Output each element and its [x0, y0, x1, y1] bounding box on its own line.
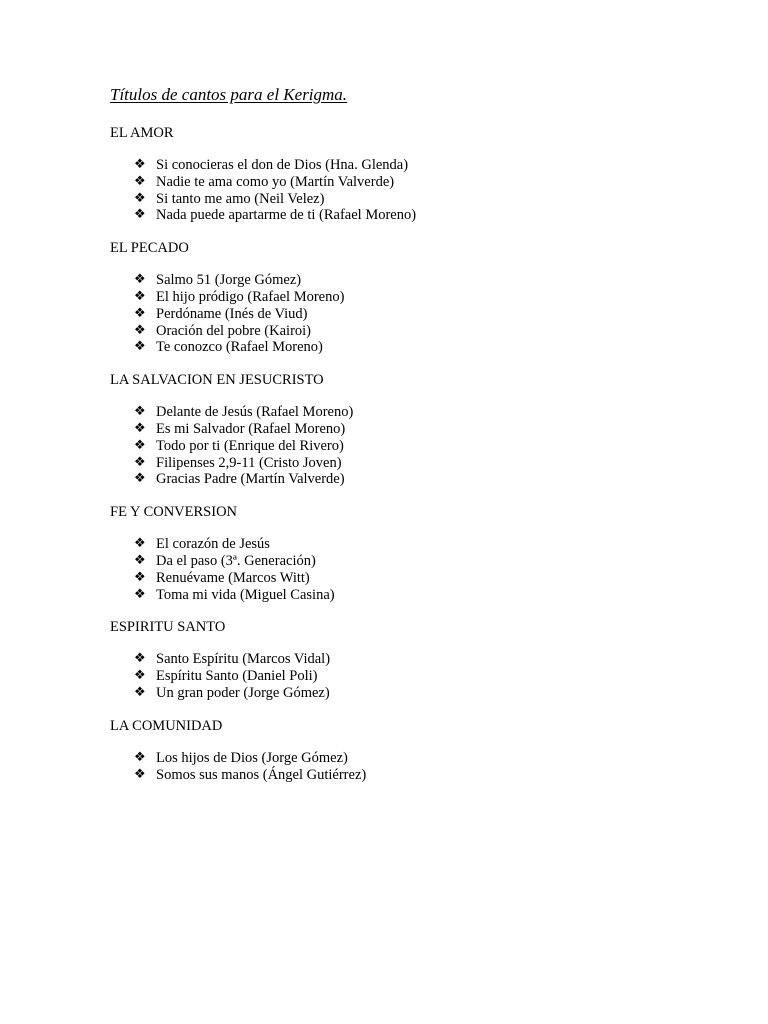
section-heading: LA COMUNIDAD	[110, 717, 223, 734]
song-list-item	[110, 767, 710, 784]
song-title: Perdóname (Inés de Viud)	[156, 305, 308, 322]
section-heading: EL PECADO	[110, 240, 189, 257]
four-diamond-bullet-icon: ❖	[134, 288, 146, 304]
song-title: Todo por ti (Enrique del Rivero)	[156, 437, 344, 454]
four-diamond-bullet-icon: ❖	[134, 471, 146, 487]
song-list-item	[110, 323, 710, 340]
song-list-item	[110, 272, 710, 289]
song-title: Da el paso (3ª. Generación)	[156, 552, 316, 569]
song-list-item	[110, 174, 710, 191]
song-title: Te conozco (Rafael Moreno)	[156, 339, 323, 356]
song-title: Delante de Jesús (Rafael Moreno)	[156, 404, 354, 421]
song-section	[110, 503, 710, 603]
song-section	[110, 371, 710, 488]
song-list-item	[110, 289, 710, 306]
song-list-item	[110, 207, 710, 224]
four-diamond-bullet-icon: ❖	[134, 404, 146, 420]
song-title: Toma mi vida (Miguel Casina)	[156, 586, 335, 603]
four-diamond-bullet-icon: ❖	[134, 454, 146, 470]
song-list-item	[110, 455, 710, 472]
song-title: El hijo pródigo (Rafael Moreno)	[156, 288, 345, 305]
song-list-item	[110, 421, 710, 438]
song-title: Somos sus manos (Ángel Gutiérrez)	[156, 766, 367, 783]
song-title: Los hijos de Dios (Jorge Gómez)	[156, 749, 348, 766]
four-diamond-bullet-icon: ❖	[134, 339, 146, 355]
song-section	[110, 239, 710, 356]
song-title: Espíritu Santo (Daniel Poli)	[156, 668, 318, 685]
four-diamond-bullet-icon: ❖	[134, 157, 146, 172]
four-diamond-bullet-icon: ❖	[134, 668, 146, 684]
section-heading: FE Y CONVERSION	[110, 504, 238, 521]
song-list	[110, 404, 710, 488]
four-diamond-bullet-icon: ❖	[134, 207, 146, 223]
four-diamond-bullet-icon: ❖	[134, 437, 146, 453]
song-sections	[110, 124, 710, 798]
song-list	[110, 272, 710, 356]
four-diamond-bullet-icon: ❖	[134, 305, 146, 321]
song-title: Salmo 51 (Jorge Gómez)	[156, 272, 302, 289]
song-title: Si tanto me amo (Neil Velez)	[156, 190, 325, 207]
song-list-item	[110, 685, 710, 702]
song-section	[110, 618, 710, 701]
section-heading: ESPIRITU SANTO	[110, 619, 226, 636]
song-list-item	[110, 438, 710, 455]
four-diamond-bullet-icon: ❖	[134, 420, 146, 436]
four-diamond-bullet-icon: ❖	[134, 552, 146, 568]
song-title: Filipenses 2,9-11 (Cristo Joven)	[156, 454, 342, 471]
song-list-item	[110, 553, 710, 570]
song-list-item	[110, 191, 710, 208]
song-list-item	[110, 306, 710, 323]
song-title: Nada puede apartarme de ti (Rafael Moreno)	[156, 207, 417, 224]
song-title: Santo Espíritu (Marcos Vidal)	[156, 651, 331, 668]
song-title: Si conocieras el don de Dios (Hna. Glenda)	[156, 157, 409, 173]
section-heading: LA SALVACION EN JESUCRISTO	[110, 372, 324, 389]
song-title: Renuévame (Marcos Witt)	[156, 569, 310, 586]
song-list-item	[110, 570, 710, 587]
song-list-item	[110, 471, 710, 488]
song-title: Gracias Padre (Martín Valverde)	[156, 471, 345, 488]
song-list-item	[110, 750, 710, 767]
song-title: Oración del pobre (Kairoi)	[156, 322, 312, 339]
song-list-item	[110, 157, 710, 174]
four-diamond-bullet-icon: ❖	[134, 586, 146, 602]
song-list-item	[110, 536, 710, 553]
song-title: Es mi Salvador (Rafael Moreno)	[156, 420, 346, 437]
four-diamond-bullet-icon: ❖	[134, 322, 146, 338]
four-diamond-bullet-icon: ❖	[134, 190, 146, 206]
song-list	[110, 651, 710, 701]
song-list	[110, 750, 710, 784]
song-section	[110, 717, 710, 784]
song-title: El corazón de Jesús	[156, 536, 270, 553]
four-diamond-bullet-icon: ❖	[134, 684, 146, 700]
four-diamond-bullet-icon: ❖	[134, 536, 146, 552]
four-diamond-bullet-icon: ❖	[134, 749, 146, 765]
four-diamond-bullet-icon: ❖	[134, 651, 146, 667]
song-list-item	[110, 651, 710, 668]
section-heading: EL AMOR	[110, 125, 174, 141]
four-diamond-bullet-icon: ❖	[134, 272, 146, 288]
song-title: Nadie te ama como yo (Martín Valverde)	[156, 173, 395, 190]
song-list	[110, 536, 710, 603]
song-list	[110, 157, 710, 224]
song-list-item	[110, 587, 710, 604]
song-title: Un gran poder (Jorge Gómez)	[156, 684, 330, 701]
song-section	[110, 124, 710, 224]
song-list-item	[110, 668, 710, 685]
four-diamond-bullet-icon: ❖	[134, 766, 146, 782]
song-list-item	[110, 404, 710, 421]
song-list-item	[110, 339, 710, 356]
four-diamond-bullet-icon: ❖	[134, 569, 146, 585]
document-title: Títulos de cantos para el Kerigma.	[110, 85, 348, 104]
four-diamond-bullet-icon: ❖	[134, 173, 146, 189]
